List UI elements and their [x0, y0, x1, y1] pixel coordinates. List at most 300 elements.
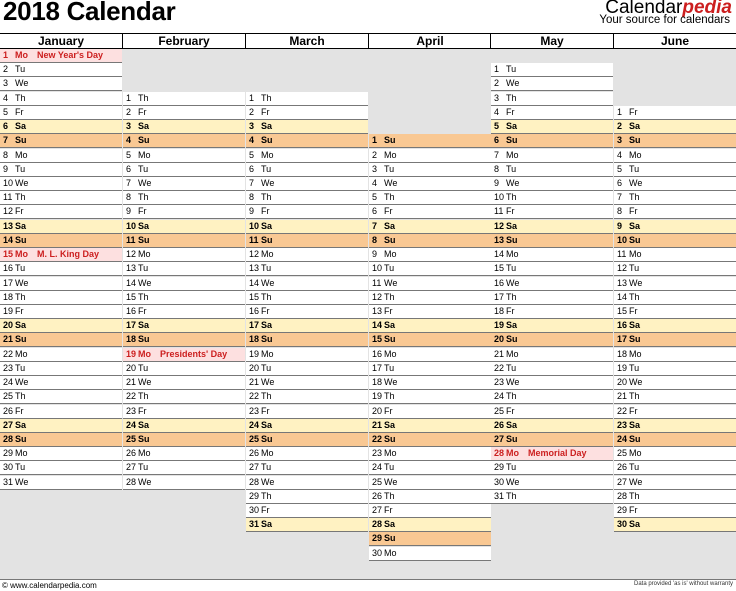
day-cell[interactable]	[246, 106, 368, 120]
day-cell[interactable]	[491, 362, 613, 376]
day-cell[interactable]	[123, 205, 245, 219]
day-weekday: Tu	[138, 462, 149, 473]
day-cell[interactable]	[0, 362, 122, 376]
day-cell[interactable]	[123, 405, 245, 419]
day-weekday: Su	[506, 234, 518, 245]
day-number: 8	[617, 206, 623, 217]
day-weekday: Sa	[506, 419, 518, 430]
day-cell[interactable]	[0, 277, 122, 291]
day-number: 14	[126, 277, 137, 288]
day-number: 5	[3, 106, 9, 117]
day-cell[interactable]	[246, 120, 368, 134]
day-cell[interactable]	[0, 234, 122, 248]
day-cell[interactable]	[369, 447, 491, 461]
day-weekday: Fr	[15, 405, 24, 416]
day-cell[interactable]	[246, 177, 368, 191]
day-cell[interactable]	[0, 390, 122, 404]
day-cell[interactable]	[246, 419, 368, 433]
day-cell[interactable]	[246, 305, 368, 319]
day-weekday: Su	[384, 334, 396, 345]
day-cell[interactable]	[614, 234, 736, 248]
day-cell[interactable]	[0, 476, 122, 490]
day-number: 17	[617, 334, 628, 345]
day-cell[interactable]	[491, 205, 613, 219]
day-weekday: Mo	[384, 348, 397, 359]
day-weekday: Th	[15, 192, 26, 203]
day-weekday: Mo	[261, 149, 274, 160]
day-cell[interactable]	[491, 333, 613, 347]
day-cell[interactable]	[491, 305, 613, 319]
day-cell[interactable]	[491, 433, 613, 447]
day-cell[interactable]	[246, 476, 368, 490]
day-cell[interactable]	[0, 291, 122, 305]
month-column-june	[613, 34, 736, 530]
day-number: 10	[494, 192, 505, 203]
holiday-cell[interactable]	[0, 248, 122, 262]
day-cell[interactable]	[0, 220, 122, 234]
day-cell[interactable]	[123, 461, 245, 475]
day-cell[interactable]	[246, 277, 368, 291]
day-cell[interactable]	[246, 490, 368, 504]
day-number: 4	[372, 177, 378, 188]
day-cell[interactable]	[0, 163, 122, 177]
day-cell[interactable]	[246, 291, 368, 305]
day-cell[interactable]	[123, 319, 245, 333]
day-cell[interactable]	[614, 348, 736, 362]
day-cell[interactable]	[0, 134, 122, 148]
day-cell[interactable]	[123, 120, 245, 134]
day-cell[interactable]	[614, 319, 736, 333]
day-number: 29	[617, 505, 628, 516]
day-cell[interactable]	[369, 291, 491, 305]
day-cell[interactable]	[246, 362, 368, 376]
day-cell[interactable]	[614, 248, 736, 262]
day-number: 13	[126, 263, 137, 274]
day-weekday: Mo	[15, 50, 28, 60]
day-number: 13	[249, 263, 260, 274]
day-cell[interactable]	[614, 433, 736, 447]
day-cell[interactable]	[123, 362, 245, 376]
day-cell[interactable]	[369, 419, 491, 433]
day-cell[interactable]	[614, 333, 736, 347]
day-weekday: Fr	[629, 305, 638, 316]
day-cell[interactable]	[246, 333, 368, 347]
day-number: 19	[3, 305, 14, 316]
day-cell[interactable]	[246, 149, 368, 163]
day-cell[interactable]	[123, 476, 245, 490]
day-cell[interactable]	[491, 476, 613, 490]
day-cell[interactable]	[369, 333, 491, 347]
day-weekday: Fr	[629, 405, 638, 416]
day-cell[interactable]	[614, 134, 736, 148]
day-number: 9	[372, 249, 378, 260]
day-number: 5	[126, 149, 132, 160]
day-cell[interactable]	[614, 305, 736, 319]
brand-name-a: Calendar	[605, 0, 683, 18]
holiday-cell[interactable]	[491, 447, 613, 461]
day-weekday: Su	[384, 234, 396, 245]
day-number: 22	[617, 405, 628, 416]
day-number: 18	[3, 291, 14, 302]
day-number: 8	[126, 192, 132, 203]
day-cell[interactable]	[369, 149, 491, 163]
day-cell[interactable]	[614, 490, 736, 504]
day-cell[interactable]	[123, 262, 245, 276]
day-cell[interactable]	[614, 149, 736, 163]
day-cell[interactable]	[0, 348, 122, 362]
day-cell[interactable]	[246, 248, 368, 262]
day-cell[interactable]	[369, 390, 491, 404]
day-cell[interactable]	[369, 490, 491, 504]
day-cell[interactable]	[0, 419, 122, 433]
day-cell[interactable]	[491, 177, 613, 191]
day-weekday: Fr	[15, 106, 24, 117]
day-cell[interactable]	[369, 362, 491, 376]
day-number: 27	[126, 462, 137, 473]
day-cell[interactable]	[123, 305, 245, 319]
day-cell[interactable]	[0, 433, 122, 447]
day-number: 2	[617, 121, 623, 132]
day-number: 10	[372, 263, 383, 274]
day-cell[interactable]	[246, 390, 368, 404]
day-cell[interactable]	[369, 277, 491, 291]
day-number: 27	[372, 505, 383, 516]
day-cell[interactable]	[0, 63, 122, 77]
day-cell[interactable]	[614, 120, 736, 134]
day-weekday: We	[261, 476, 275, 487]
day-cell[interactable]	[0, 461, 122, 475]
day-cell[interactable]	[0, 333, 122, 347]
day-cell[interactable]	[614, 277, 736, 291]
day-cell[interactable]	[369, 234, 491, 248]
day-cell[interactable]	[491, 348, 613, 362]
day-cell[interactable]	[123, 248, 245, 262]
day-weekday: Su	[138, 334, 150, 345]
day-weekday: Mo	[629, 249, 642, 260]
day-weekday: We	[629, 277, 643, 288]
day-weekday: Tu	[261, 263, 272, 274]
day-number: 21	[372, 419, 383, 430]
page-title: 2018 Calendar	[3, 0, 176, 26]
holiday-name: Memorial Day	[528, 448, 587, 459]
day-cell[interactable]	[0, 205, 122, 219]
day-weekday: Th	[506, 391, 517, 402]
day-number: 20	[617, 377, 628, 388]
day-cell[interactable]	[491, 120, 613, 134]
day-weekday: Tu	[138, 263, 149, 274]
day-weekday: Su	[261, 135, 273, 146]
day-cell[interactable]	[614, 191, 736, 205]
day-cell[interactable]	[491, 163, 613, 177]
day-number: 2	[249, 106, 255, 117]
day-cell[interactable]	[123, 177, 245, 191]
day-weekday: We	[138, 476, 152, 487]
day-cell[interactable]	[123, 390, 245, 404]
day-cell[interactable]	[491, 405, 613, 419]
day-number: 8	[3, 149, 9, 160]
day-cell[interactable]	[614, 447, 736, 461]
day-cell[interactable]	[246, 433, 368, 447]
day-cell[interactable]	[246, 504, 368, 518]
day-weekday: Sa	[506, 320, 518, 331]
day-cell[interactable]	[369, 433, 491, 447]
day-weekday: Th	[15, 391, 26, 402]
day-cell[interactable]	[614, 205, 736, 219]
day-cell[interactable]	[0, 120, 122, 134]
day-cell[interactable]	[123, 291, 245, 305]
day-number: 11	[3, 192, 13, 203]
day-cell[interactable]	[0, 262, 122, 276]
day-weekday: Tu	[261, 462, 272, 473]
day-cell[interactable]	[123, 234, 245, 248]
holiday-cell[interactable]	[0, 49, 122, 63]
day-weekday: Tu	[15, 64, 26, 75]
day-cell[interactable]	[491, 63, 613, 77]
day-number: 19	[494, 320, 505, 331]
day-cell[interactable]	[246, 405, 368, 419]
day-cell[interactable]	[246, 92, 368, 106]
day-weekday: Su	[15, 433, 27, 444]
day-cell[interactable]	[491, 220, 613, 234]
day-cell[interactable]	[0, 319, 122, 333]
day-cell[interactable]	[491, 319, 613, 333]
day-cell[interactable]	[0, 405, 122, 419]
day-weekday: Su	[261, 433, 273, 444]
day-weekday: Fr	[384, 305, 393, 316]
day-weekday: We	[506, 476, 520, 487]
day-cell[interactable]	[491, 461, 613, 475]
day-weekday: Fr	[506, 206, 515, 217]
day-cell[interactable]	[491, 191, 613, 205]
day-weekday: Sa	[138, 220, 150, 231]
day-number: 21	[494, 348, 505, 359]
day-cell[interactable]	[491, 77, 613, 91]
day-cell[interactable]	[614, 362, 736, 376]
day-cell[interactable]	[614, 419, 736, 433]
day-cell[interactable]	[614, 504, 736, 518]
day-number: 22	[249, 391, 260, 402]
day-number: 9	[3, 163, 9, 174]
day-number: 15	[126, 291, 137, 302]
day-cell[interactable]	[246, 191, 368, 205]
day-cell[interactable]	[123, 163, 245, 177]
day-cell[interactable]	[123, 106, 245, 120]
day-number: 13	[494, 234, 505, 245]
day-cell[interactable]	[614, 163, 736, 177]
day-cell[interactable]	[491, 419, 613, 433]
day-number: 21	[617, 391, 628, 402]
day-cell[interactable]	[369, 191, 491, 205]
day-weekday: We	[384, 476, 398, 487]
day-weekday: We	[261, 377, 275, 388]
day-cell[interactable]	[123, 447, 245, 461]
day-number: 5	[249, 149, 255, 160]
day-number: 7	[617, 192, 623, 203]
day-cell[interactable]	[614, 220, 736, 234]
day-cell[interactable]	[491, 291, 613, 305]
day-cell[interactable]	[0, 376, 122, 390]
day-cell[interactable]	[614, 291, 736, 305]
day-cell[interactable]	[246, 376, 368, 390]
day-weekday: Tu	[629, 163, 640, 174]
day-number: 28	[3, 433, 14, 444]
day-weekday: Th	[261, 192, 272, 203]
day-cell[interactable]	[369, 476, 491, 490]
day-cell[interactable]	[123, 277, 245, 291]
day-cell[interactable]	[246, 220, 368, 234]
day-number: 23	[494, 377, 505, 388]
day-cell[interactable]	[246, 134, 368, 148]
day-weekday: Tu	[261, 362, 272, 373]
day-cell[interactable]	[491, 106, 613, 120]
day-number: 20	[372, 405, 383, 416]
day-weekday: Sa	[15, 320, 27, 331]
day-weekday: Tu	[261, 163, 272, 174]
day-cell[interactable]	[123, 376, 245, 390]
day-cell[interactable]	[369, 134, 491, 148]
day-cell[interactable]	[614, 461, 736, 475]
day-cell[interactable]	[246, 163, 368, 177]
day-cell[interactable]	[123, 220, 245, 234]
day-weekday: Sa	[261, 419, 273, 430]
day-cell[interactable]	[369, 461, 491, 475]
day-number: 25	[126, 433, 137, 444]
day-cell[interactable]	[614, 262, 736, 276]
day-cell[interactable]	[246, 348, 368, 362]
day-cell[interactable]	[123, 191, 245, 205]
day-cell[interactable]	[614, 476, 736, 490]
day-cell[interactable]	[614, 405, 736, 419]
day-weekday: Fr	[629, 206, 638, 217]
day-weekday: We	[138, 377, 152, 388]
day-weekday: Th	[138, 291, 149, 302]
day-cell[interactable]	[369, 248, 491, 262]
day-weekday: Sa	[629, 320, 641, 331]
day-cell[interactable]	[0, 447, 122, 461]
day-cell[interactable]	[491, 490, 613, 504]
day-number: 28	[494, 448, 505, 459]
day-number: 24	[249, 419, 260, 430]
day-cell[interactable]	[123, 433, 245, 447]
day-cell[interactable]	[369, 518, 491, 532]
day-weekday: Th	[261, 490, 272, 501]
day-weekday: Tu	[629, 362, 640, 373]
month-column-may	[490, 34, 613, 501]
day-cell[interactable]	[491, 376, 613, 390]
day-cell[interactable]	[123, 419, 245, 433]
day-cell[interactable]	[491, 248, 613, 262]
day-cell[interactable]	[491, 149, 613, 163]
day-cell[interactable]	[369, 532, 491, 546]
day-cell[interactable]	[369, 262, 491, 276]
month-column-march	[245, 34, 368, 530]
day-cell[interactable]	[0, 77, 122, 91]
day-cell[interactable]	[246, 518, 368, 532]
day-cell[interactable]	[246, 319, 368, 333]
day-number: 7	[126, 177, 132, 188]
day-cell[interactable]	[614, 376, 736, 390]
day-cell[interactable]	[369, 205, 491, 219]
day-cell[interactable]	[0, 106, 122, 120]
day-weekday: We	[506, 177, 520, 188]
day-cell[interactable]	[369, 177, 491, 191]
day-cell[interactable]	[0, 177, 122, 191]
day-cell[interactable]	[369, 504, 491, 518]
day-cell[interactable]	[0, 149, 122, 163]
day-cell[interactable]	[246, 234, 368, 248]
day-number: 23	[249, 405, 260, 416]
day-cell[interactable]	[0, 92, 122, 106]
day-weekday: Mo	[138, 249, 151, 260]
day-weekday: Mo	[506, 149, 519, 160]
footer-url[interactable]: © www.calendarpedia.com	[2, 581, 97, 590]
day-cell[interactable]	[0, 191, 122, 205]
day-cell[interactable]	[246, 461, 368, 475]
month-column-january	[0, 34, 122, 487]
day-number: 22	[126, 391, 137, 402]
day-cell[interactable]	[614, 106, 736, 120]
day-number: 12	[3, 206, 14, 217]
day-cell[interactable]	[369, 319, 491, 333]
day-cell[interactable]	[369, 348, 491, 362]
day-cell[interactable]	[369, 305, 491, 319]
day-cell[interactable]	[491, 234, 613, 248]
day-cell[interactable]	[369, 405, 491, 419]
day-number: 12	[494, 220, 505, 231]
day-weekday: Mo	[506, 348, 519, 359]
holiday-cell[interactable]	[123, 348, 245, 362]
day-number: 3	[617, 135, 623, 146]
day-cell[interactable]	[491, 262, 613, 276]
day-weekday: Sa	[384, 320, 396, 331]
day-number: 26	[249, 448, 260, 459]
day-weekday: Th	[261, 291, 272, 302]
day-cell[interactable]	[491, 277, 613, 291]
day-weekday: Th	[629, 192, 640, 203]
day-cell[interactable]	[369, 376, 491, 390]
day-cell[interactable]	[0, 305, 122, 319]
day-cell[interactable]	[614, 518, 736, 532]
day-number: 16	[3, 263, 14, 274]
day-cell[interactable]	[123, 149, 245, 163]
day-weekday: We	[261, 177, 275, 188]
day-cell[interactable]	[246, 262, 368, 276]
day-cell[interactable]	[123, 92, 245, 106]
day-cell[interactable]	[369, 220, 491, 234]
day-number: 26	[617, 462, 628, 473]
day-cell[interactable]	[369, 163, 491, 177]
day-weekday: Su	[629, 234, 641, 245]
day-cell[interactable]	[123, 134, 245, 148]
day-cell[interactable]	[246, 447, 368, 461]
day-number: 24	[617, 433, 628, 444]
day-weekday: Th	[261, 92, 272, 103]
day-cell[interactable]	[491, 134, 613, 148]
day-cell[interactable]	[614, 177, 736, 191]
day-cell[interactable]	[246, 205, 368, 219]
day-cell[interactable]	[123, 333, 245, 347]
day-cell[interactable]	[491, 390, 613, 404]
day-weekday: Tu	[384, 263, 395, 274]
day-weekday: Th	[261, 391, 272, 402]
day-cell[interactable]	[369, 547, 491, 561]
day-cell[interactable]	[491, 92, 613, 106]
day-cell[interactable]	[614, 390, 736, 404]
day-weekday: Th	[506, 490, 517, 501]
day-weekday: Sa	[384, 220, 396, 231]
day-weekday: Tu	[15, 263, 26, 274]
day-weekday: Tu	[384, 163, 395, 174]
